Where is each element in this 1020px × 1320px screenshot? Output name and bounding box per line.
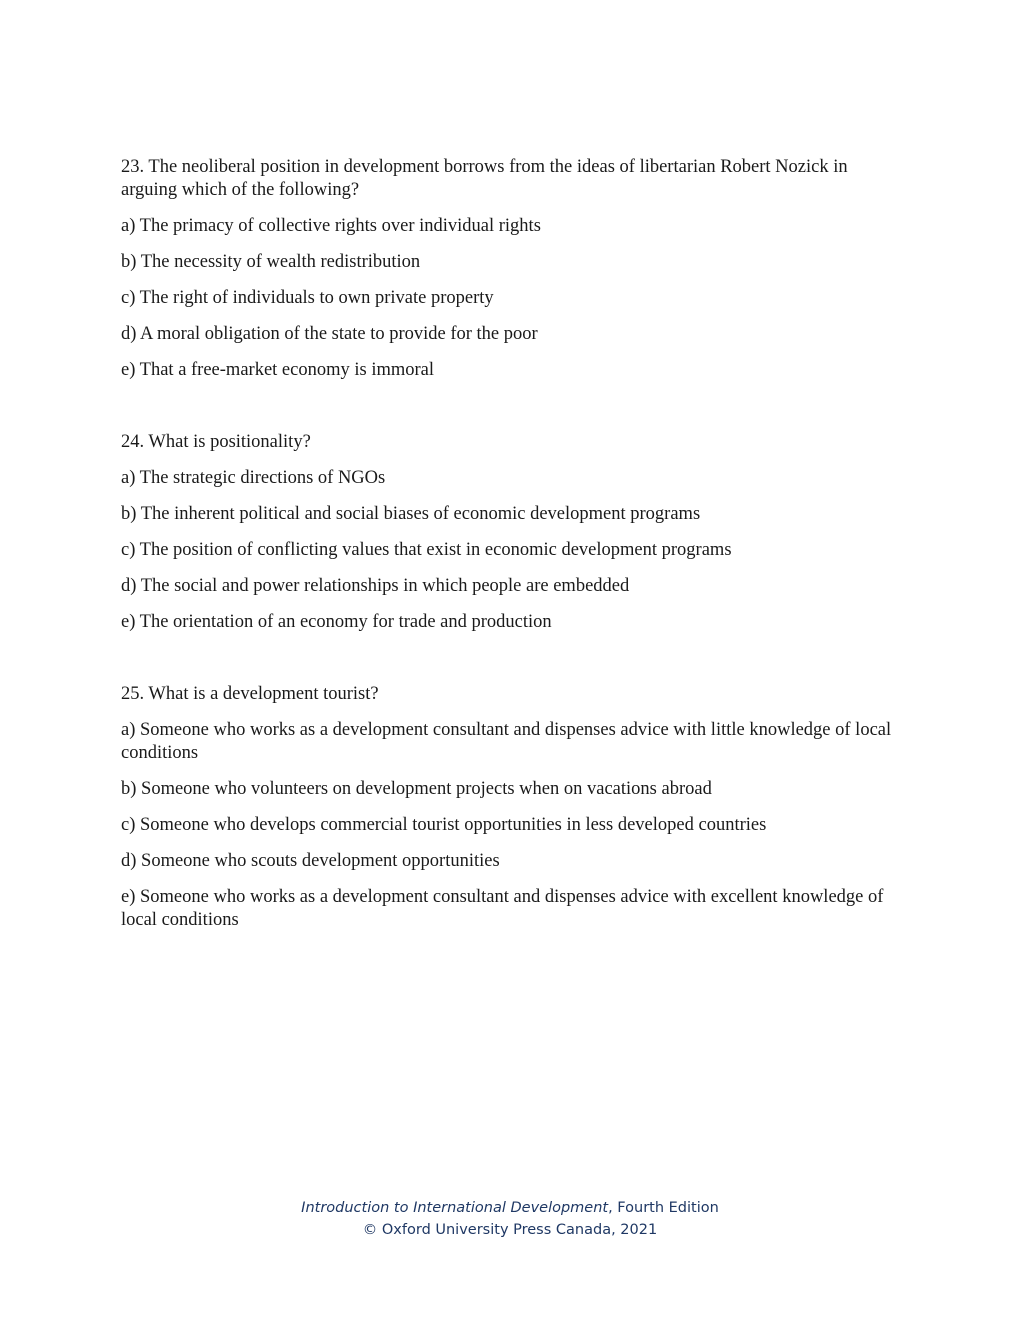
answer-option-c: c) The position of conflicting values that exist in economic development programs	[121, 540, 732, 560]
footer-book-line	[0, 1197, 1020, 1219]
question-25	[121, 683, 901, 932]
answer-option-a: a) Someone who works as a development consultant and dispenses advice with little knowledge of local conditions	[121, 720, 892, 763]
answer-option-b: b) The necessity of wealth redistribution	[121, 252, 421, 272]
answer-option-e: e) The orientation of an economy for trade and production	[121, 612, 552, 632]
answer-option-d: d) A moral obligation of the state to provide for the poor	[121, 324, 538, 344]
answer-option-d: d) The social and power relationships in which people are embedded	[121, 576, 630, 596]
question-23	[121, 156, 901, 382]
question-text: 23. The neoliberal position in development borrows from the ideas of libertarian Robert Nozick in arguing which of the following?	[121, 157, 848, 200]
answer-option-d: d) Someone who scouts development opportunities	[121, 851, 500, 871]
question-text: 25. What is a development tourist?	[121, 684, 379, 704]
answer-option-a: a) The primacy of collective rights over individual rights	[121, 216, 541, 236]
page-footer	[0, 1197, 1020, 1241]
question-text: 24. What is positionality?	[121, 432, 311, 452]
answer-option-b: b) Someone who volunteers on development projects when on vacations abroad	[121, 779, 712, 799]
footer-copyright: © Oxford University Press Canada, 2021	[362, 1222, 658, 1238]
answer-option-c: c) Someone who develops commercial tourist opportunities in less developed countries	[121, 815, 767, 835]
answer-option-a: a) The strategic directions of NGOs	[121, 468, 386, 488]
question-24	[121, 431, 901, 634]
footer-edition: , Fourth Edition	[608, 1200, 719, 1216]
answer-option-e: e) Someone who works as a development consultant and dispenses advice with excellent knowledge of local conditions	[121, 887, 884, 930]
question-list	[121, 156, 901, 981]
answer-option-b: b) The inherent political and social biases of economic development programs	[121, 504, 701, 524]
footer-book-title: Introduction to International Development	[301, 1200, 609, 1216]
answer-option-e: e) That a free-market economy is immoral	[121, 360, 435, 380]
answer-option-c: c) The right of individuals to own private property	[121, 288, 494, 308]
